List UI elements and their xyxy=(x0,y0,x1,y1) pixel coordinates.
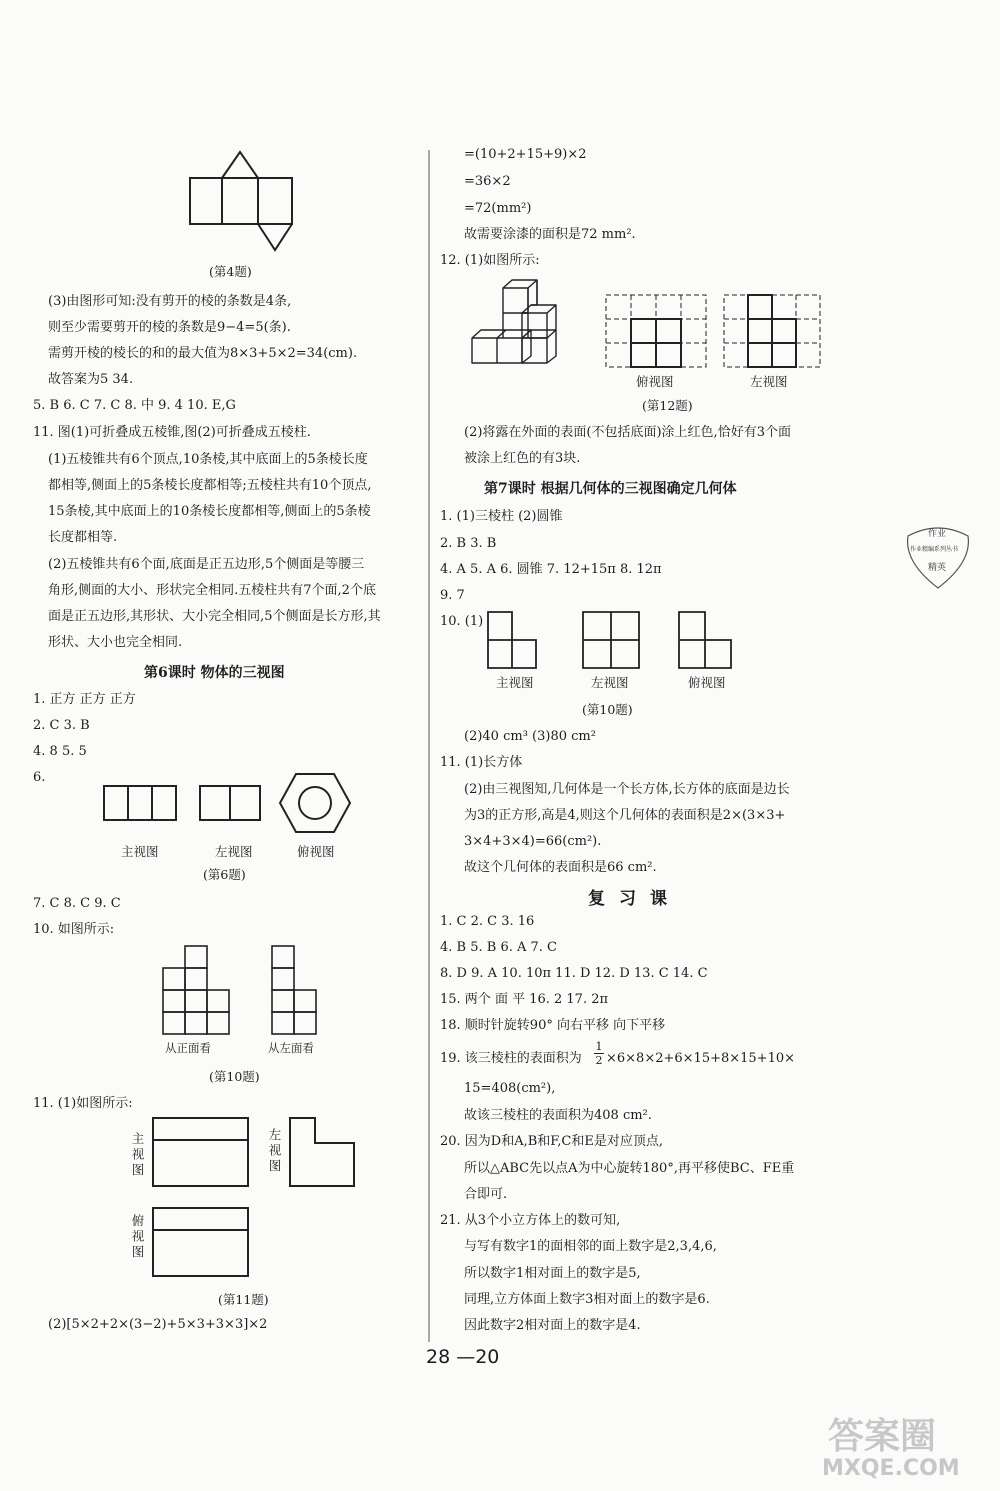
answers-5-10: 5. B 6. C 7. C 8. 中 9. 4 10. E,G xyxy=(33,398,236,413)
review-q19-fraction xyxy=(594,1040,604,1067)
lesson6-answer: 2. C 3. B xyxy=(33,718,90,733)
stamp-logo xyxy=(900,518,976,592)
lesson7-q10-label: 俯视图 xyxy=(688,675,726,690)
q10-label: 从左面看 xyxy=(268,1041,314,1055)
review-answer: 18. 顺时针旋转90° 向右平移 向下平移 xyxy=(440,1018,666,1033)
lesson7-line: 3×4+3×4)=66(cm²). xyxy=(464,834,602,849)
review-q19-post: ×6×8×2+6×15+8×15+10× xyxy=(606,1051,796,1066)
review-q19-line: 故该三棱柱的表面积为408 cm². xyxy=(464,1108,652,1123)
q10-caption: (第10题) xyxy=(209,1069,260,1084)
lesson6-title: 第6课时 物体的三视图 xyxy=(144,665,285,681)
review-q21-line: 21. 从3个小立方体上的数可知, xyxy=(440,1213,621,1228)
watermark-main: 答案圈 xyxy=(828,1416,937,1457)
q11-line: 11. 图(1)可折叠成五棱锥,图(2)可折叠成五棱柱. xyxy=(33,425,311,440)
q4-line: (3)由图形可知:没有剪开的棱的条数是4条, xyxy=(48,294,292,309)
q12-label: 左视图 xyxy=(750,374,788,389)
lesson6-answer: 1. 正方 正方 正方 xyxy=(33,692,136,707)
q4-caption: (第4题) xyxy=(209,264,252,279)
watermark-sub: MXQE.COM xyxy=(822,1456,960,1481)
fraction-numerator: 1 xyxy=(595,1040,603,1053)
q11-line: 15条棱,其中底面上的10条棱长度都相等,侧面上的5条棱 xyxy=(48,504,371,519)
q12-line: 被涂上红色的有3块. xyxy=(464,451,581,466)
review-answer: 4. B 5. B 6. A 7. C xyxy=(440,940,557,955)
q11-caption: (第11题) xyxy=(218,1292,269,1307)
lesson7-q10-label: 主视图 xyxy=(496,675,534,690)
lesson7-answer: 4. A 5. A 6. 圆锥 7. 12+15π 8. 12π xyxy=(440,562,662,577)
q6-label: 俯视图 xyxy=(297,844,335,859)
q10-label: 从正面看 xyxy=(165,1041,211,1055)
q11-line: (2)五棱锥共有6个面,底面是正五边形,5个侧面是等腰三 xyxy=(48,557,365,572)
calc-line: =36×2 xyxy=(464,174,511,189)
review-q21-line: 因此数字2相对面上的数字是4. xyxy=(464,1318,641,1333)
lesson7-answer: 9. 7 xyxy=(440,588,465,603)
review-answer: 15. 两个 面 平 16. 2 17. 2π xyxy=(440,992,609,1007)
review-q20-line: 合即可. xyxy=(464,1187,508,1202)
lesson6-answer: 6. xyxy=(33,770,46,785)
review-title: 复习课 xyxy=(588,889,681,909)
q4-line: 故答案为5 34. xyxy=(48,372,134,387)
stamp-mid: 作业精编系列丛书 xyxy=(910,546,959,553)
calc-line: 故需要涂漆的面积是72 mm². xyxy=(464,227,636,242)
q6-label: 左视图 xyxy=(215,844,253,859)
review-q20-line: 所以△ABC先以点A为中心旋转180°,再平移使BC、FE重 xyxy=(464,1161,795,1176)
lesson7-answer: (2)40 cm³ (3)80 cm² xyxy=(464,729,596,744)
lesson7-line: (2)由三视图知,几何体是一个长方体,长方体的底面是边长 xyxy=(464,782,790,797)
q6-label: 主视图 xyxy=(121,844,159,859)
lesson7-line: 故这个几何体的表面积是66 cm². xyxy=(464,860,657,875)
q12-head: 12. (1)如图所示: xyxy=(440,253,540,268)
lesson7-answer: 2. B 3. B xyxy=(440,536,497,551)
q11-line: 角形,侧面的大小、形状完全相同.五棱柱共有7个面,2个底 xyxy=(48,583,376,598)
lesson7-q10-caption: (第10题) xyxy=(582,702,633,717)
review-q19-pre: 19. 该三棱柱的表面积为 xyxy=(440,1051,582,1066)
q11-label: 左视图 xyxy=(267,1128,282,1175)
q11-line: (1)五棱锥共有6个顶点,10条棱,其中底面上的5条棱长度 xyxy=(48,452,368,467)
calc-line: =72(mm²) xyxy=(464,201,532,216)
q11-line: 长度都相等. xyxy=(48,530,118,545)
lesson6-answer: 10. 如图所示: xyxy=(33,922,115,937)
review-answer: 1. C 2. C 3. 16 xyxy=(440,914,535,929)
review-q20-line: 20. 因为D和A,B和F,C和E是对应顶点, xyxy=(440,1134,663,1149)
fraction-denominator: 2 xyxy=(595,1054,603,1067)
stamp-top: 作业 xyxy=(928,529,947,539)
page-number: 28 —20 xyxy=(426,1346,500,1368)
q4-line: 则至少需要剪开的棱的条数是9−4=5(条). xyxy=(48,320,291,335)
q11-label: 主视图 xyxy=(130,1132,145,1179)
review-q21-line: 与写有数字1的面相邻的面上数字是2,3,4,6, xyxy=(464,1239,717,1254)
lesson6-answer: (2)[5×2+2×(3−2)+5×3+3×3]×2 xyxy=(48,1317,268,1332)
q11-line: 面是正五边形,其形状、大小完全相同,5个侧面是长方形,其 xyxy=(48,609,381,624)
q12-label: 俯视图 xyxy=(636,374,674,389)
lesson7-answer: 10. (1) xyxy=(440,614,484,629)
q11-line: 都相等,侧面上的5条棱长度都相等;五棱柱共有10个顶点, xyxy=(48,478,372,493)
lesson6-answer: 11. (1)如图所示: xyxy=(33,1096,133,1111)
review-q21-line: 所以数字1相对面上的数字是5, xyxy=(464,1266,641,1281)
q11-label: 俯视图 xyxy=(130,1214,145,1261)
lesson6-answer: 4. 8 5. 5 xyxy=(33,744,87,759)
q11-line: 形状、大小也完全相同. xyxy=(48,635,183,650)
q12-line: (2)将露在外面的表面(不包括底面)涂上红色,恰好有3个面 xyxy=(464,425,791,440)
lesson6-answer: 7. C 8. C 9. C xyxy=(33,896,121,911)
lesson7-answer: 11. (1)长方体 xyxy=(440,755,523,770)
lesson7-title: 第7课时 根据几何体的三视图确定几何体 xyxy=(484,481,737,497)
lesson7-line: 为3的正方形,高是4,则这个几何体的表面积是2×(3×3+ xyxy=(464,808,786,823)
review-q21-line: 同理,立方体面上数字3相对面上的数字是6. xyxy=(464,1292,710,1307)
q4-line: 需剪开棱的棱长的和的最大值为8×3+5×2=34(cm). xyxy=(48,346,358,361)
review-q19-line: 15=408(cm²), xyxy=(464,1081,556,1096)
calc-line: =(10+2+15+9)×2 xyxy=(464,147,587,162)
lesson7-q10-label: 左视图 xyxy=(591,675,629,690)
lesson7-answer: 1. (1)三棱柱 (2)圆锥 xyxy=(440,509,563,524)
q12-caption: (第12题) xyxy=(642,398,693,413)
review-answer: 8. D 9. A 10. 10π 11. D 12. D 13. C 14. C xyxy=(440,966,708,981)
q6-caption: (第6题) xyxy=(203,867,246,882)
stamp-bottom: 精英 xyxy=(928,563,947,573)
